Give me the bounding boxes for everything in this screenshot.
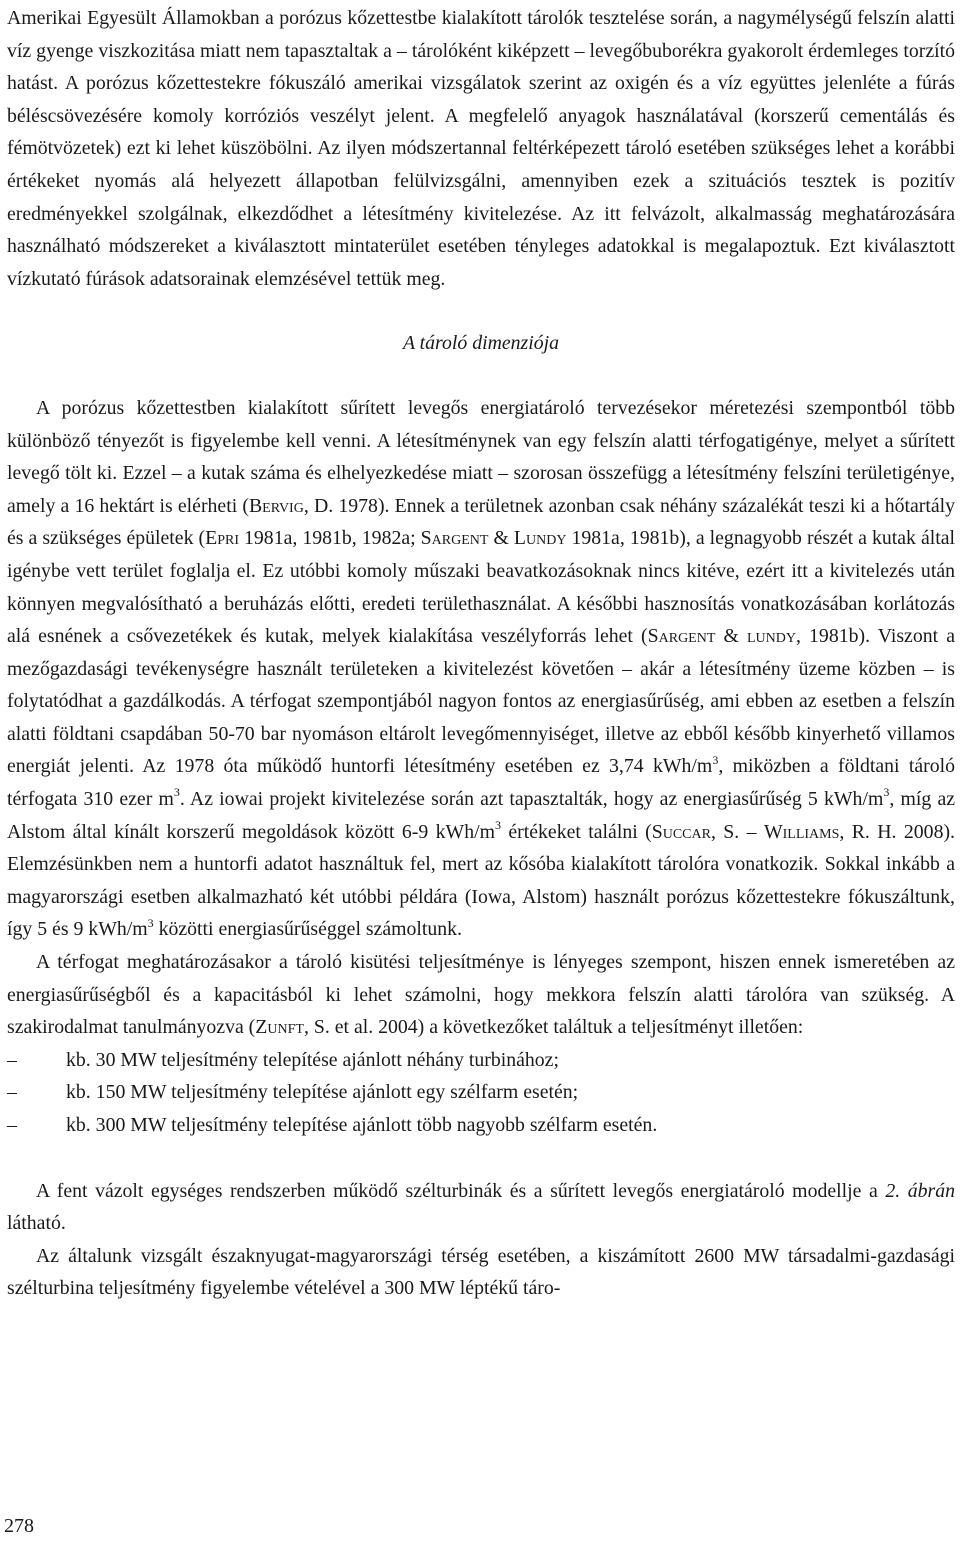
citation-williams: Williams [763, 820, 840, 843]
list-item: – kb. 30 MW teljesítmény telepítése ajánlott néhány turbinához; [7, 1044, 955, 1077]
paragraph-capacity: A térfogat meghatározásakor a tároló kisütési teljesítménye is lényeges szempont, hiszen ennek ismeretében az energiasűrűségből és a kapacitásból ki lehet számolni, hogy mekkora felszín alatti tárolóra van szükség. A szakirodalmat tanulmányozva (Zunft, S. et al. 2004) a következőket találtuk a teljesítményt illetően: [7, 951, 955, 1039]
figure-reference: 2. ábrán [885, 1179, 955, 1202]
list-dash: – [7, 1114, 17, 1136]
list-dash: – [7, 1081, 17, 1104]
superscript-3: 3 [712, 752, 719, 767]
section-heading: A tároló dimenziója [402, 332, 560, 355]
paragraph-dimension: A porózus kőzettestben kialakított sűrített levegős energiatároló tervezésekor méretezési szempontból több különböző tényezőt is figyelembe kell venni. A létesítménynek van egy felszín alatti térfogatigénye, melyet a sűrített levegő tölt ki. Ezzel – a kutak száma és elhelyezkedése miatt – szorosan összefügg a létesítmény felszíni területigénye, amely a 16 hektárt is elérheti (Bervig, D. 1978). Ennek a területnek azonban csak néhány százalékát teszi ki a hőtartály és a szükséges épületek (Epri 1981a, 1981b, 1982a; Sargent & Lundy 1981a, 1981b), a legnagyobb részét a kutak által igénybe vett terület foglalja el. Ez utóbbi komoly műszaki beavatkozásoknak nincs kitéve, ezért itt a kivitelezés után könnyen megvalósítható a beruházás előtti, eredeti területhasználat. A későbbi hasznosítás vonatkozásában korlátozás alá esnének a csővezetékek és kutak, melyek kialakítása veszélyforrás lehet (Sargent & lundy, 1981b). Viszont a mezőgazdasági tevékenységre használt területeken a kivitelezést követően – akár a létesítmény üzeme közben – is folytatódhat a gazdálkodás. A térfogat szempontjából nagyon fontos az energiasűrűség, ami ebben az esetben a felszín alatti földtani csapdában 50-70 bar nyomáson eltárolt levegőmennyiséget, illetve az ebből később kinyerhető villamos energiát jelenti. Az 1978 óta működő huntorfi létesítmény esetében ez 3,74 kWh/$m^3$, miközben a földtani tároló térfogata 310 ezer $m^3$. Az iowai projekt kivitelezése során azt tapasztalták, hogy az energiasűrűség 5 kWh/$m^3$, míg az Alstom által kínált korszerű megoldások között 6-9 kWh/$m^3$ értékeket találni (Succar, S. – Williams, R. H. 2008). Elemzésünkben nem a huntorfi adatot használtuk fel, mert az kősóba kialakított tárolóra vonatkozik. Sokkal inkább a magyarországi esetben alkalmazható két utóbbi példára (Iowa, Alstom) használt porózus kőzettestekre fókuszáltunk, így 5 és 9 kWh/$m^3$ közötti energiasűrűséggel számoltunk. [7, 396, 955, 941]
citation-lundy-2: lundy [747, 625, 796, 648]
list-dash: – [7, 1048, 17, 1071]
superscript-3: 3 [883, 785, 890, 800]
document-page [7, 2, 955, 1305]
citation-epri: Epri [205, 527, 239, 550]
capacity-list [7, 1044, 955, 1142]
spacer [7, 1142, 955, 1175]
list-item: – kb. 150 MW teljesítmény telepítése ajánlott egy szélfarm esetén; [7, 1076, 955, 1109]
superscript-3: 3 [147, 915, 154, 930]
citation-sargent: Sargent [420, 527, 489, 550]
citation-bervig: Bervig [248, 494, 304, 517]
superscript-3: 3 [173, 785, 180, 800]
citation-sargent-2: Sargent [647, 625, 716, 648]
paragraph-model: A fent vázolt egységes rendszerben működő szélturbinák és a sűrített levegős energiatároló modellje a 2. ábrán látható. [7, 1179, 955, 1235]
list-item: – kb. 300 MW teljesítmény telepítése ajánlott több nagyobb szélfarm esetén. [7, 1109, 955, 1142]
paragraph-intro: Amerikai Egyesült Államokban a porózus kőzettestbe kialakított tárolók tesztelése során, a nagymélységű felszín alatti víz gyenge viszkozitása miatt nem tapasztaltak a – tárolóként kiképzett – levegőbuborékra gyakorolt érdemleges torzító hatást. A porózus kőzettestekre fókuszáló amerikai vizsgálatok szerint az oxigén és a víz együttes jelenléte a fúrás béléscsövezésére komoly korróziós veszélyt jelent. A megfelelő anyagok használatával (korszerű cementálás és fémötvözetek) ezt ki lehet küszöbölni. Az ilyen módszertannal feltérképezett tároló esetében szükséges lehet a korábbi értékeket nyomás alá helyezett állapotban felülvizsgálni, amennyiben ezek a szituációs tesztek is pozitív eredményekkel szolgálnak, elkezdődhet a létesítmény kivitelezése. Az itt felvázolt, alkalmasság meghatározására használható módszereket a kiválasztott mintaterület esetében tényleges adatokkal is megalapoztuk. Ezt kiválasztott vízkutató fúrások adatsorainak elemzésével tettük meg. [7, 7, 955, 290]
citation-lundy: Lundy [513, 527, 567, 550]
superscript-3: 3 [495, 818, 501, 833]
page-number: 278 [4, 1515, 34, 1537]
paragraph-region: Az általunk vizsgált északnyugat-magyarországi térség esetében, a kiszámított 2600 MW társadalmi-gazdasági szélturbina teljesítmény figyelembe vételével a 300 MW léptékű táro- [7, 1244, 955, 1300]
citation-succar: Succar [651, 820, 711, 843]
citation-zunft: Zunft [255, 1016, 304, 1039]
